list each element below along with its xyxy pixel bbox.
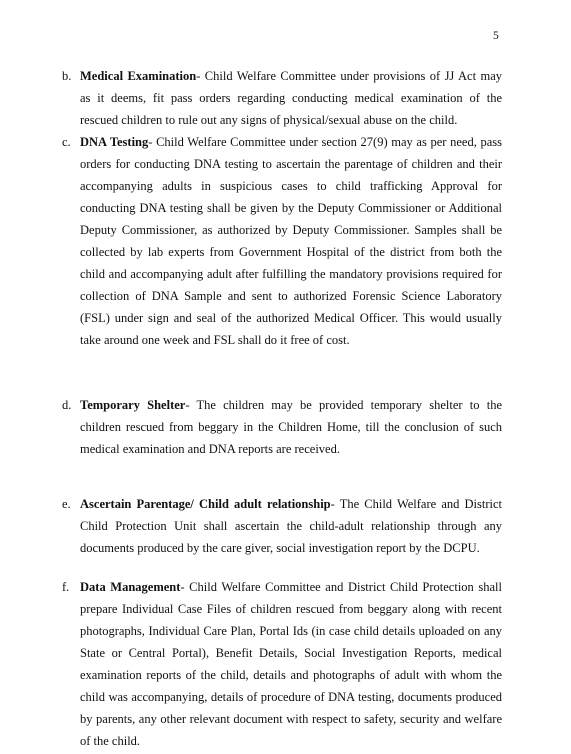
paragraph <box>80 493 502 559</box>
item-term: Temporary Shelter <box>80 398 186 412</box>
item-term: Ascertain Parentage/ Child adult relationship <box>80 497 331 511</box>
list-item-data-management <box>62 576 502 752</box>
item-text: - The Child Welfare and District Child Protection Unit shall ascertain the child-adult relationship through any documents produced by the care giver, social investigation report by the DCPU. <box>80 497 502 555</box>
list-marker: b. <box>62 69 72 83</box>
list-item-medical-examination <box>62 65 502 131</box>
list-marker: c. <box>62 135 71 149</box>
paragraph <box>80 65 502 131</box>
list-marker: f. <box>62 580 70 594</box>
list-marker: d. <box>62 398 72 412</box>
paragraph <box>80 576 502 752</box>
item-text: - The children may be provided temporary shelter to the children rescued from beggary in the Children Home, till the conclusion of such medical examination and DNA reports are received. <box>80 398 502 456</box>
list-item-temporary-shelter <box>62 394 502 460</box>
item-term: Data Management <box>80 580 181 594</box>
list-item-ascertain-parentage <box>62 493 502 559</box>
paragraph <box>80 131 502 351</box>
list-item-dna-testing <box>62 131 502 351</box>
item-text: - Child Welfare Committee under provisions of JJ Act may as it deems, fit pass orders regarding conducting medical examination of the rescued children to rule out any signs of physical/sexual abuse on the child. <box>80 69 502 127</box>
item-term: DNA Testing <box>80 135 149 149</box>
page-number: 5 <box>493 30 499 42</box>
item-text: - Child Welfare Committee and District Child Protection shall prepare Individual Case Files of children rescued from beggary along with recent photographs, Individual Care Plan, Portal Ids (in case child details uploaded on any State or Central Portal), Benefit Details, Social Investigation Reports, medical examination reports of the child, details and photographs of adult with whom the child was accompanying, details of procedure of DNA testing, documents produced by parents, any other relevant document with respect to safety, security and welfare of the child. <box>80 580 502 748</box>
item-term: Medical Examination <box>80 69 197 83</box>
paragraph <box>80 394 502 460</box>
item-text: - Child Welfare Committee under section 27(9) may as per need, pass orders for conducting DNA testing to ascertain the parentage of children and their accompanying adults in suspicious cases to child trafficking Approval for conducting DNA testing shall be given by the Deputy Commissioner or Additional Deputy Commissioner, as authorized by Deputy Commissioner. Samples shall be collected by lab experts from Government Hospital of the district from both the child and accompanying adult after fulfilling the mandatory provisions required for collection of DNA Sample and sent to authorized Forensic Science Laboratory (FSL) under sign and seal of the authorized Medical Officer. This would usually take around one week and FSL shall do it free of cost. <box>80 135 503 347</box>
list-marker: e. <box>62 497 71 511</box>
